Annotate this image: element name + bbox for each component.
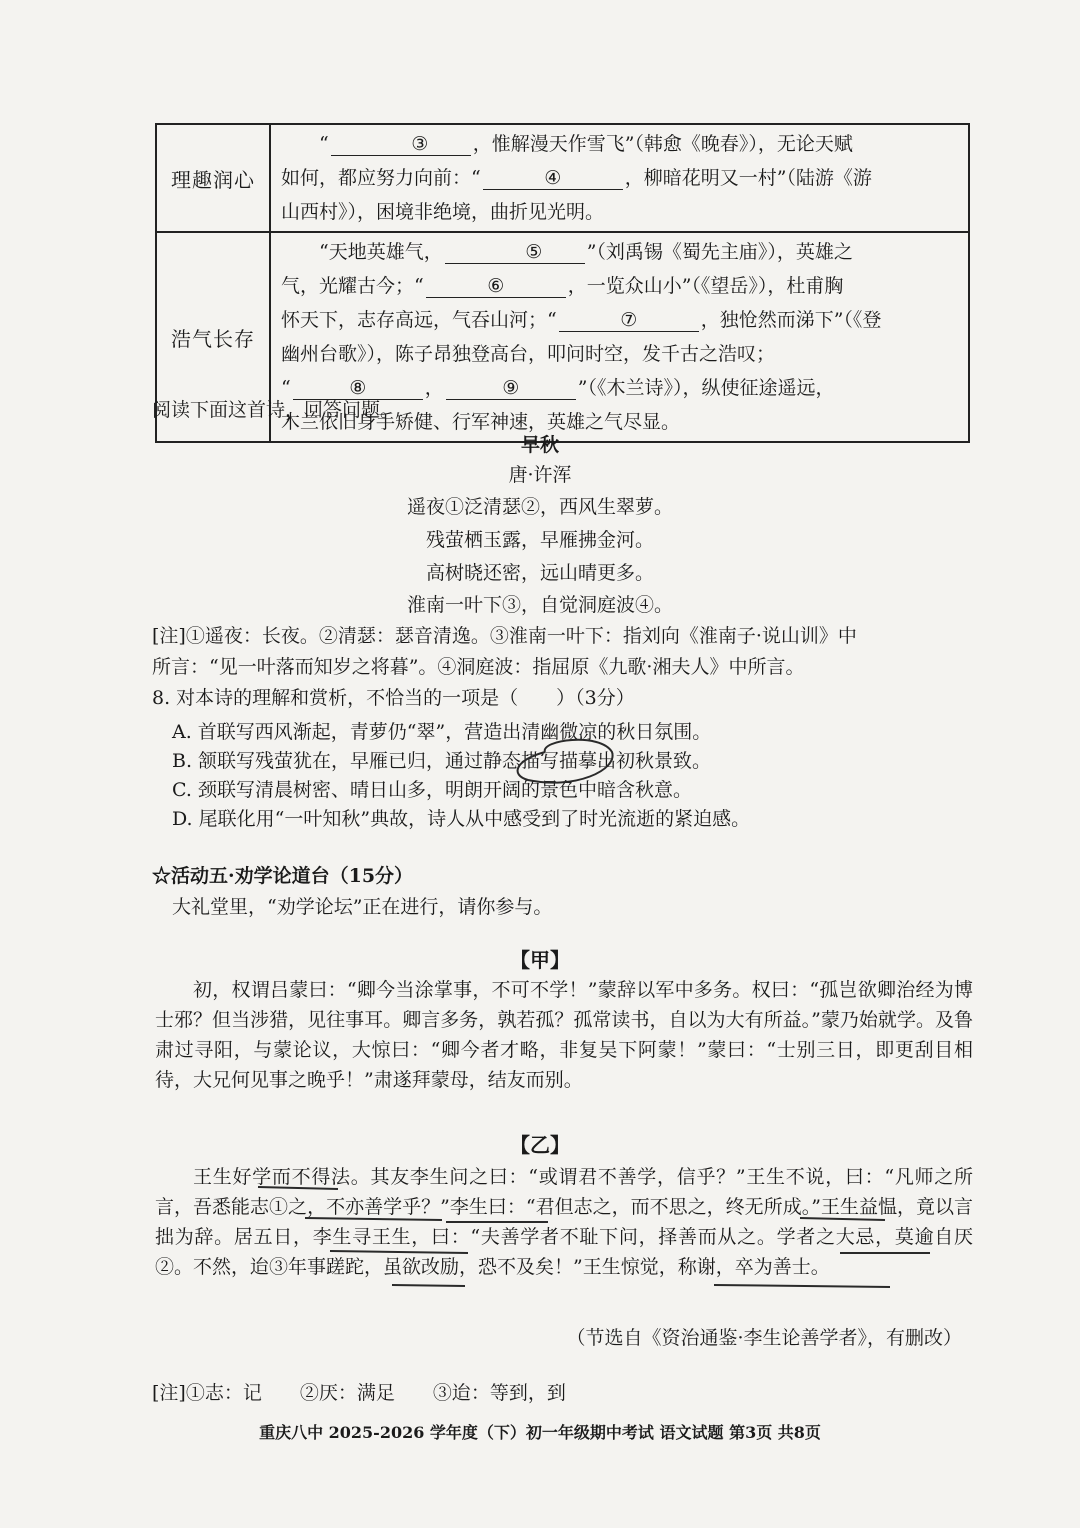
ink-underline (714, 1285, 890, 1287)
row-label: 浩气长存 (156, 232, 270, 442)
poem-line: 残萤栖玉露，早雁拂金河。 (425, 529, 654, 551)
text: ”（《木兰诗》），纵使征途遥远， (577, 377, 835, 399)
poem-line: 遥夜①泛清瑟②，西风生翠萝。 (406, 496, 673, 518)
text: ，一览众山小”（《望岳》），杜甫胸 (567, 275, 844, 297)
activity-five-title: ☆活动五·劝学论道台（15分） (152, 865, 414, 887)
text: ”（刘禹锡《蜀先主庙》），英雄之 (586, 241, 853, 263)
question-8-stem: 8. 对本诗的理解和赏析，不恰当的一项是（ ）（3分） (152, 687, 635, 709)
text: ， (424, 377, 444, 399)
passage-jia-mark: 【甲】 (510, 948, 570, 972)
answer-blank-3[interactable]: ③ (331, 133, 471, 156)
reading-instruction: 阅读下面这首诗，回答问题。 (152, 399, 400, 421)
poem-line: 淮南一叶下③，自觉洞庭波④。 (406, 594, 673, 616)
poem-line: 高树晓还密，远山晴更多。 (425, 562, 654, 584)
poem-note: 所言：“见一叶落而知岁之将暮”。④洞庭波：指屈原《九歌·湘夫人》中所言。 (152, 656, 805, 678)
answer-blank-8[interactable]: ⑧ (293, 377, 423, 400)
option-c[interactable]: C. 颈联写清晨树密、晴日山多，明朗开阔的景色中暗含秋意。 (172, 779, 692, 801)
option-b[interactable]: B. 颔联写残萤犹在，早雁已归，通过静态描写描摹出初秋景致。 (172, 750, 712, 772)
text: ，惟解漫天作雪飞”（韩愈《晚春》），无论天赋 (472, 133, 853, 155)
row-content (270, 124, 969, 232)
text: “天地英雄气， (319, 241, 443, 263)
ink-underline (392, 1285, 465, 1286)
poem-title: 早秋 (520, 434, 559, 456)
option-d[interactable]: D. 尾联化用“一叶知秋”典故，诗人从中感受到了时光流逝的紧迫感。 (172, 808, 751, 830)
passage-yi-source: （节选自《资治通鉴·李生论善学者》，有删改） (566, 1327, 962, 1349)
activity-five-intro: 大礼堂里，“劝学论坛”正在进行，请你参与。 (172, 896, 553, 918)
passage-jia (155, 975, 973, 1095)
passage-yi (155, 1162, 973, 1282)
answer-blank-7[interactable]: ⑦ (559, 309, 699, 332)
passage-jia-text: 初，权谓吕蒙曰：“卿今当涂掌事，不可不学！”蒙辞以军中多务。权曰：“孤岂欲卿治经为博士邪？但当涉猎，见往事耳。卿言多务，孰若孤？孤常读书，自以为大有所益。”蒙乃始就学。及鲁肃过寻阳，与蒙论议，大惊曰：“卿今者才略，非复吴下阿蒙！”蒙曰：“士别三日，即更刮目相待，大兄何见事之晚乎！”肃遂拜蒙母，结友而别。 (155, 979, 973, 1091)
poem-author: 唐·许浑 (508, 464, 572, 486)
passage-yi-mark: 【乙】 (510, 1133, 570, 1157)
answer-blank-5[interactable]: ⑤ (445, 241, 585, 264)
text: 如何，都应努力向前：“ (281, 167, 481, 189)
text: 山西村》），困境非绝境，曲折见光明。 (281, 201, 605, 223)
page-footer: 重庆八中 2025-2026 学年度（下）初一年级期中考试 语文试题 第3页 共8页 (259, 1423, 821, 1442)
text: “ (281, 377, 291, 399)
text: “ (319, 133, 329, 155)
answer-blank-4[interactable]: ④ (483, 167, 623, 190)
text: 怀天下，志存高远，气吞山河；“ (281, 309, 557, 331)
passage-yi-text: 王生好学而不得法。其友李生问之曰：“或谓君不善学，信乎？”王生不说，曰：“凡师之所言，吾悉能志①之，不亦善学乎？”李生曰：“君但志之，而不思之，终无所成。”王生益愠，竟以言拙为辞。居五日，李生寻王生，曰：“夫善学者不耻下问，择善而从之。学者之大忌，莫逾自厌②。不然，迨③年事蹉跎，虽欲改励，恐不及矣！”王生惊觉，称谢，卒为善士。 (155, 1166, 973, 1278)
row-label: 理趣润心 (156, 124, 270, 232)
text: ，独怆然而涕下”（《登 (700, 309, 882, 331)
text: 木兰依旧身手矫健、行军神速，英雄之气尽显。 (281, 411, 681, 433)
poem-note: [注]①遥夜：长夜。②清瑟：瑟音清逸。③淮南一叶下：指刘向《淮南子·说山训》中 (152, 625, 857, 647)
text: 幽州台歌》），陈子昂独登高台，叩问时空，发千古之浩叹； (281, 343, 776, 365)
option-a[interactable]: A. 首联写西风渐起，青萝仍“翠”，营造出清幽微凉的秋日氛围。 (172, 721, 712, 743)
table-row (156, 124, 969, 232)
answer-blank-6[interactable]: ⑥ (426, 275, 566, 298)
passage-yi-note: [注]①志：记 ②厌：满足 ③迨：等到，到 (152, 1382, 566, 1404)
text: 气，光耀古今；“ (281, 275, 424, 297)
text: ，柳暗花明又一村”（陆游《游 (624, 167, 872, 189)
answer-blank-9[interactable]: ⑨ (446, 377, 576, 400)
